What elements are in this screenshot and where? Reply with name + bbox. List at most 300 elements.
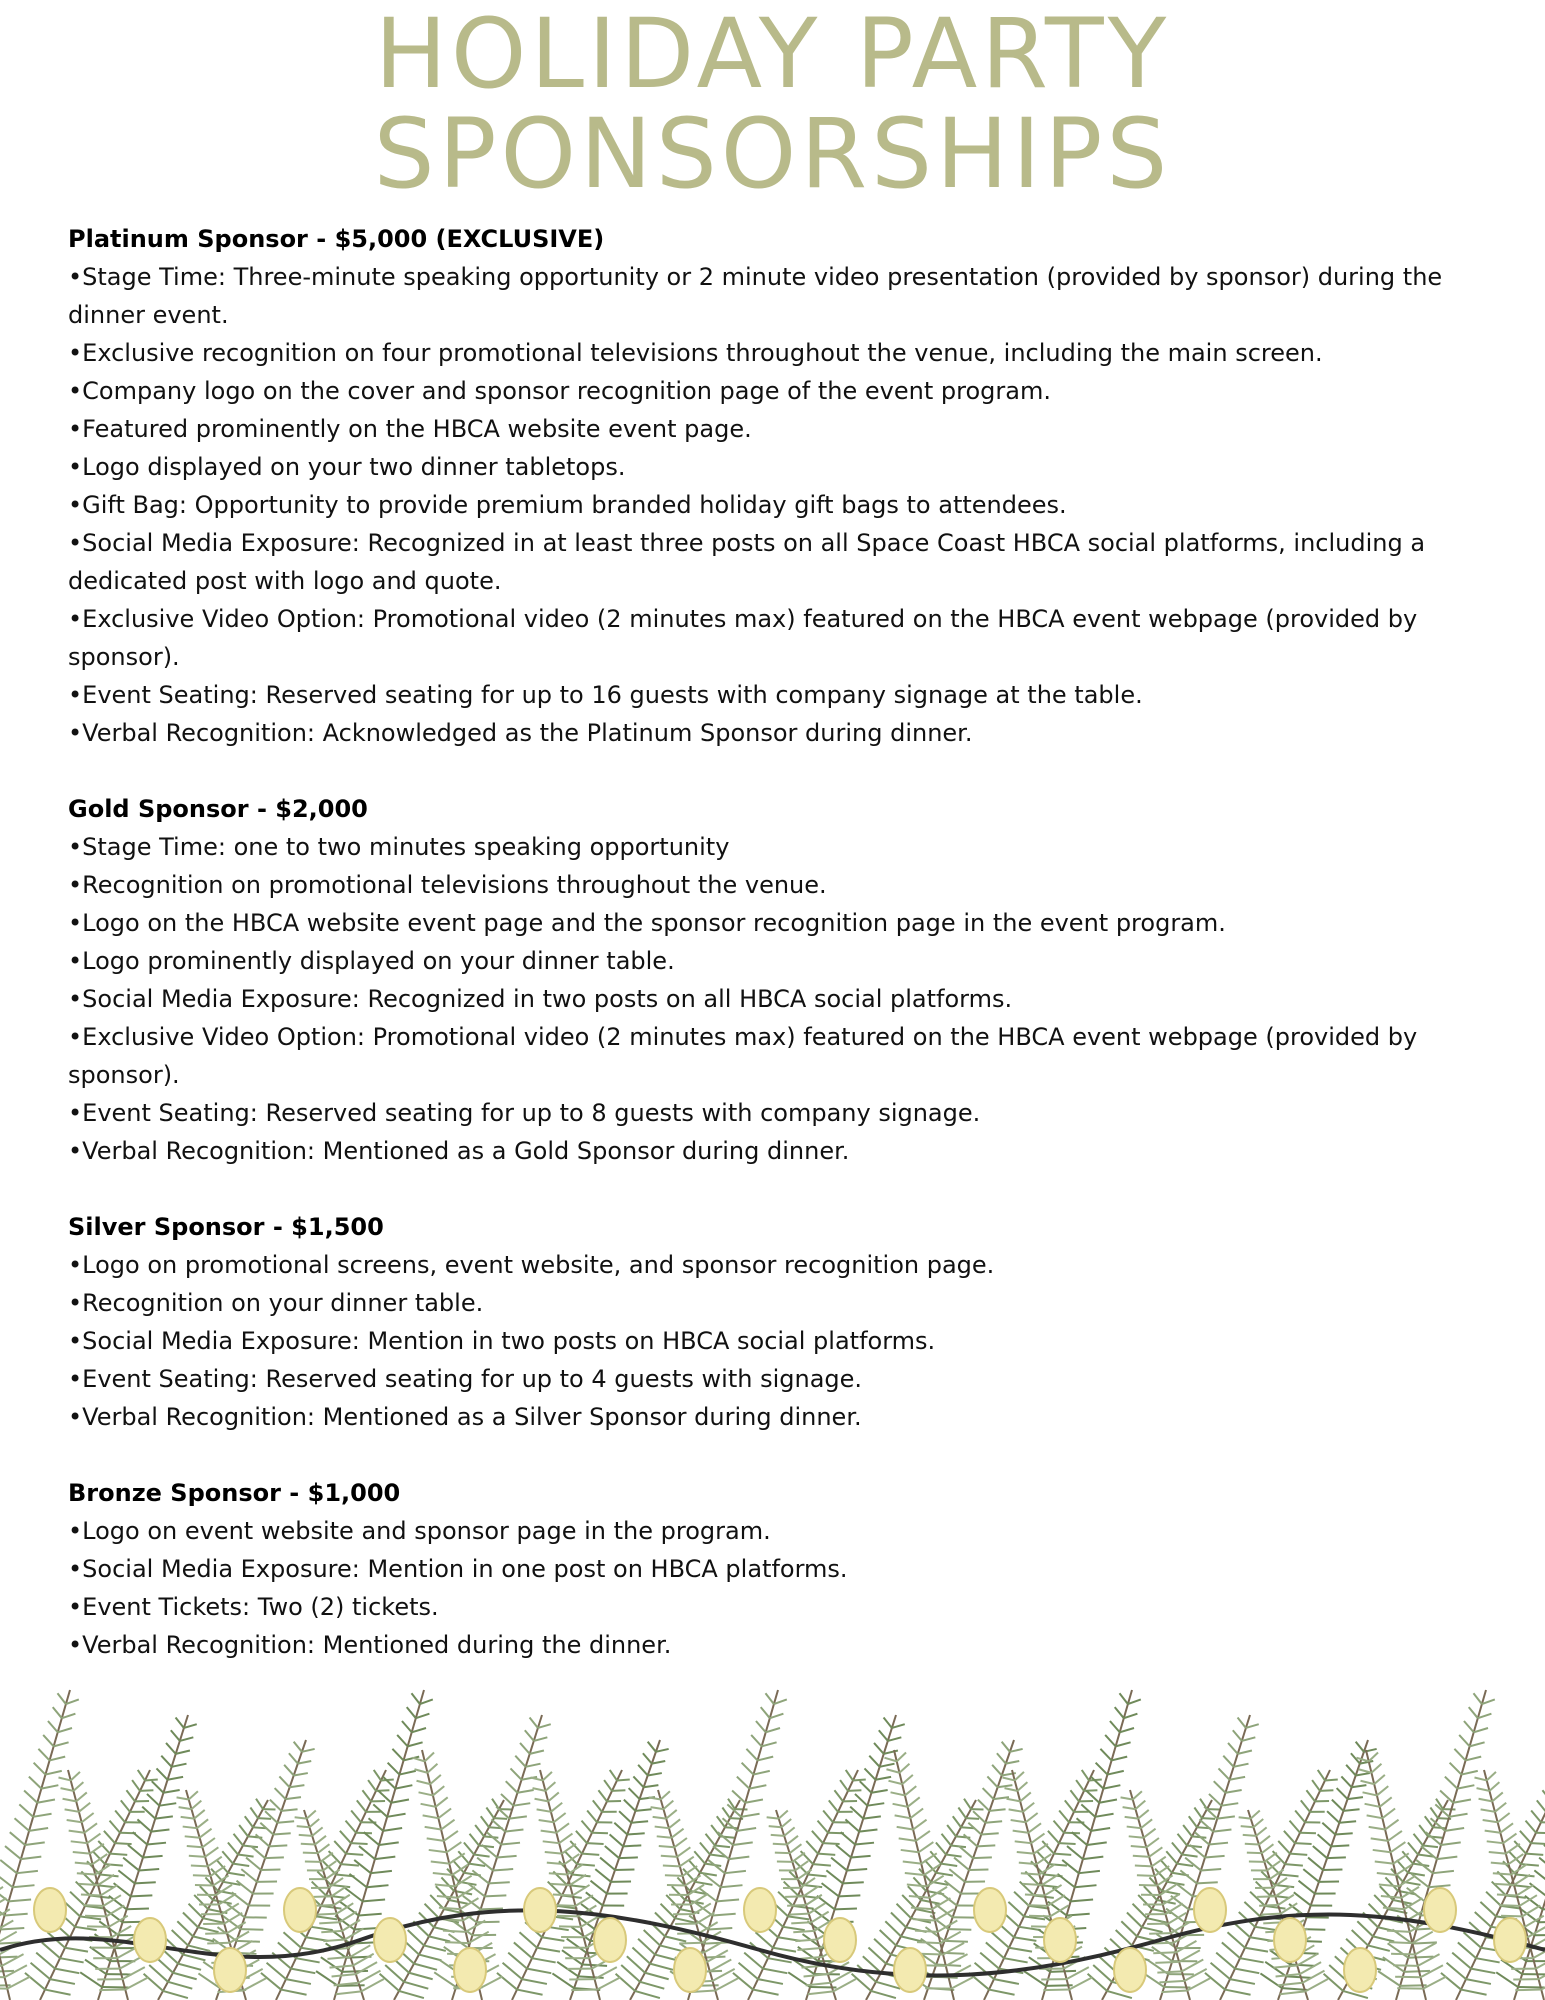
pine-needle [629,1788,640,1799]
pine-needle [1348,1797,1363,1799]
pine-needle [76,1792,87,1801]
pine-needle [1257,1896,1275,1897]
pine-needle [1388,1831,1402,1841]
benefit-item: • Stage Time: Three-minute speaking opportunity or 2 minute video presentation (provided by sponsor) during the dinner event. [68,258,1468,334]
pine-needle [238,1855,254,1857]
pine-needle [1395,1977,1420,1978]
pine-needle [897,1753,906,1762]
pine-needle [787,1836,798,1845]
pine-needle [888,1737,902,1741]
pine-needle [318,1844,330,1853]
pine-needle [140,1790,153,1791]
pine-needle [237,1881,253,1894]
pine-needle [657,1836,672,1837]
benefit-item: • Verbal Recognition: Mentioned as a Gold Sponsor during dinner. [68,1132,1468,1170]
pine-needle [645,1973,669,1980]
pine-needle [1227,1932,1245,1947]
pine-needle [1534,1870,1545,1883]
pine-needle [193,1936,214,1941]
pine-needle [265,1857,284,1858]
pine-needle [557,1916,578,1917]
pine-needle [414,1769,427,1772]
pine-needle [486,1807,494,1818]
pine-needle [501,1843,520,1845]
pine-needle [185,1836,200,1837]
pine-needle [9,1899,31,1901]
pine-needle [635,1809,651,1811]
pine-needle [1182,1855,1198,1857]
pine-needle [77,1873,95,1874]
light-bulb [1194,1888,1226,1932]
pine-needle [1479,1799,1493,1802]
pine-needle [433,1786,444,1795]
pine-needle [123,1967,145,1979]
pine-needle [1477,1788,1490,1791]
pine-needle [388,1763,400,1775]
pine-needle [1300,1962,1321,1974]
pine-needle [522,1979,547,1984]
pine-needle [449,1934,469,1948]
pine-needle [42,1942,60,1958]
pine-needle [427,1764,437,1773]
pine-needle [481,1816,489,1827]
pine-needle [425,1904,439,1918]
pine-needle [1363,1792,1377,1795]
pine-needle [1008,1902,1024,1917]
pine-needle [1002,1742,1010,1752]
benefit-item: • Company logo on the cover and sponsor recognition page of the event program. [68,372,1468,410]
pine-needle [823,1843,840,1844]
pine-needle [449,1853,465,1863]
pine-needle [1024,1971,1046,1986]
pine-needle [1414,1834,1423,1846]
pine-needle [1149,1933,1171,1934]
pine-needle [1404,1971,1430,1972]
pine-needle [464,1842,474,1854]
pine-needle [178,1964,201,1970]
pine-needle [1426,1832,1441,1845]
pine-needle [790,1844,802,1853]
pine-needle [1062,1860,1079,1873]
pine-needle [375,1857,395,1859]
pine-needle [84,1823,97,1832]
pine-needle [359,1971,381,1983]
pine-needle [1454,1749,1465,1761]
pine-needle [713,1846,729,1859]
pine-needle [514,1942,532,1958]
pine-needle [1223,1756,1233,1767]
pine-needle [1067,1914,1090,1916]
pine-needle [884,1758,896,1762]
pine-needle [245,1816,253,1827]
pine-needle [417,1781,431,1784]
pine-needle [515,1756,525,1767]
pine-needle [1146,1838,1159,1847]
pine-needle [284,1765,294,1776]
pine-needle [438,1809,451,1819]
pine-needle [13,1885,35,1887]
pine-needle [71,1841,87,1843]
pine-needle [773,1948,796,1952]
pine-needle [742,1763,754,1775]
pine-needle [283,1932,301,1947]
pine-needle [1165,1903,1182,1914]
pine-needle [895,1815,911,1818]
pine-needle [621,1965,640,1982]
pine-needle [1493,1873,1511,1874]
pine-needle [1459,1735,1469,1746]
pine-needle [34,1763,46,1775]
pine-needle [722,1807,730,1818]
pine-needle [1095,1814,1113,1817]
pine-needle [785,1896,803,1897]
pine-needle [808,1875,827,1877]
pine-needle [131,1895,153,1896]
pine-needle [127,1909,149,1910]
pine-needle [5,1846,21,1859]
pine-needle [191,1801,201,1809]
benefit-item: • Gift Bag: Opportunity to provide premium branded holiday gift bags to attendees. [68,486,1468,524]
pine-needle [139,1869,159,1870]
pine-needle [1105,1735,1115,1746]
pine-needle [1133,1904,1147,1918]
pine-needle [369,1818,384,1831]
benefit-item: • Event Tickets: Two (2) tickets. [68,1588,1468,1626]
pine-needle [302,1749,315,1752]
light-bulb [594,1918,626,1962]
pine-needle [177,1797,189,1799]
pine-needle [295,1817,307,1818]
pine-needle [1178,1834,1187,1846]
pine-needle [298,1761,311,1764]
pine-needle [592,1833,608,1834]
pine-needle [1116,1742,1131,1746]
pine-needle [256,1834,270,1846]
pine-needle [721,1885,743,1887]
pine-needle [661,1791,670,1799]
pine-needle [510,1768,521,1779]
pine-needle [1120,1728,1134,1732]
pine-needle [1214,1781,1226,1793]
benefit-item: • Verbal Recognition: Acknowledged as the Platinum Sponsor during dinner. [68,714,1468,752]
pine-needle [368,1780,376,1791]
pine-needle [1408,1842,1418,1854]
pine-needle [1048,1831,1059,1843]
pine-needle [804,1974,828,1976]
pine-needle [95,1864,110,1874]
pine-needle [612,1790,625,1791]
pine-needle [362,1790,371,1801]
pine-needle [1408,1873,1425,1876]
pine-needle [1385,1820,1398,1830]
pine-needle [989,1809,1005,1811]
pine-needle [29,1777,42,1789]
pine-needle [661,1856,677,1857]
pine-needle [474,1855,490,1857]
pine-needle [915,1931,938,1932]
pine-needle [1470,1742,1485,1746]
pine-needle [1469,1707,1478,1718]
pine-needle [1536,1833,1545,1834]
pine-needle [656,1749,669,1752]
pine-needle [909,1896,930,1898]
pine-needle [1245,1948,1268,1952]
pine-needle [1539,1967,1545,1979]
pine-needle [289,1753,298,1763]
pine-needle [717,1816,725,1827]
pine-needle [419,1955,441,1961]
gold-sponsor-section [68,790,1468,1170]
pine-needle [351,1843,368,1844]
pine-needle [1367,1815,1383,1818]
pine-needle [1017,1782,1027,1791]
pine-needle [1423,1845,1438,1847]
pine-needle [587,1843,604,1844]
benefit-item: • Featured prominently on the HBCA website event page. [68,410,1468,448]
pine-needle [812,1831,823,1843]
pine-needle [425,1827,441,1830]
pine-needle [783,1927,805,1930]
pine-needle [1225,1990,1251,1995]
pine-needle [765,1693,773,1704]
pine-needle [149,1965,168,1982]
pine-needle [1381,1896,1402,1898]
pine-needle [0,1874,13,1887]
pine-needle [1445,1828,1464,1831]
pine-needle [1280,1875,1299,1877]
pine-needle [1471,1969,1495,1974]
pine-needle [1013,1831,1029,1833]
pine-needle [205,1933,227,1934]
pine-needle [222,1851,233,1863]
pine-needle [1230,1777,1246,1780]
pine-needle [902,1775,913,1784]
pine-needle [851,1856,871,1858]
pine-needle [859,1830,877,1832]
pine-needle [1526,1854,1543,1855]
pine-needle [373,1804,387,1816]
pine-needle [1457,1785,1474,1788]
pine-needle [110,1821,120,1833]
pine-needle [655,1827,669,1829]
pine-needle [256,1799,263,1809]
pine-needle [1152,1857,1166,1867]
pine-needle [0,1977,5,1978]
pine-needle [60,1958,84,1962]
pine-needle [554,1813,566,1822]
pine-needle [439,1908,460,1910]
pine-needle [1379,1885,1399,1887]
pine-needle [610,1770,617,1781]
pine-needle [1441,1842,1461,1845]
pine-needle [1278,1983,1303,1986]
pine-needle [1121,1921,1137,1936]
pine-needle [553,1894,573,1895]
pine-needle [1520,1831,1531,1843]
pine-needle [1280,1991,1306,1994]
pine-needle [294,1742,302,1752]
pine-needle [1153,1952,1176,1953]
pine-needle [648,1773,662,1775]
pine-needle [159,1803,176,1805]
pine-needle [640,1982,664,1989]
pine-needle [614,1823,627,1835]
pine-needle [572,1875,591,1877]
pine-needle [19,1804,33,1816]
pine-needle [998,1785,1013,1787]
pine-needle [1002,1778,1014,1781]
pine-needle [151,1830,169,1832]
pine-needle [874,1939,891,1955]
pine-needle [741,1814,759,1817]
pine-needle [144,1974,163,1991]
pine-needle [317,1914,337,1915]
pine-needle [1149,1847,1162,1856]
pine-needle [1312,1780,1320,1791]
pine-needle [53,1707,62,1718]
pine-needle [1306,1790,1315,1801]
benefit-item: • Recognition on your dinner table. [68,1284,1468,1322]
pine-needle [525,1730,534,1741]
pine-needle [893,1804,908,1807]
pine-needle [1176,1941,1196,1952]
pine-needle [1285,1864,1303,1865]
pine-needle [1324,1974,1343,1991]
pine-needle [166,1743,176,1754]
pine-needle [171,1730,180,1741]
pine-needle [591,1881,607,1894]
pine-needle [33,1814,51,1817]
pine-needle [115,1811,125,1823]
pine-needle [700,1873,717,1876]
pine-needle [431,1861,450,1863]
pine-needle [17,1871,38,1873]
pine-needle [7,1976,30,1988]
pine-needle [489,1882,510,1883]
pine-needle [1240,1958,1264,1962]
pine-needle [404,1982,428,1989]
pine-needle [666,1810,677,1819]
pine-needle [1318,1834,1332,1846]
pine-needle [835,1909,857,1910]
pine-needle [1313,1846,1327,1858]
pine-needle [1250,1892,1265,1906]
pine-needle [1377,1786,1388,1795]
pine-needle [1323,1869,1342,1870]
pine-needle [392,1749,403,1761]
pine-needle [1125,1817,1139,1819]
pine-needle [975,1963,994,1979]
benefit-item: • Logo on promotional screens, event website, and sponsor recognition page. [68,1246,1468,1284]
pine-needle [1076,1780,1084,1791]
pine-needle [1290,1821,1300,1833]
pine-needle [437,1896,458,1898]
pine-needle [848,1790,861,1791]
pine-needle [395,1785,412,1788]
pine-needle [863,1816,881,1818]
pine-needle [964,1834,978,1846]
pine-needle [1480,1902,1496,1917]
light-bulb [894,1948,926,1992]
pine-needle [120,1957,142,1969]
pine-needle [595,1967,617,1979]
pine-needle [753,1771,769,1775]
pine-needle [598,1790,607,1801]
pine-needle [1423,1976,1446,1988]
pine-needle [853,1779,866,1780]
pine-needle [36,1953,55,1969]
pine-needle [839,1895,861,1896]
pine-needle [198,1927,219,1932]
pine-needle [1043,1990,1069,1991]
pine-needle [1261,1914,1281,1915]
pine-needle [840,1780,848,1791]
pine-needle [992,1765,1002,1776]
pine-needle [1011,1820,1026,1822]
pine-needle [1356,1773,1370,1775]
pine-needle [99,1990,125,1991]
pine-needle [763,1969,787,1974]
pine-needle [1087,1842,1107,1845]
pine-needle [899,1764,909,1773]
pine-needle [834,1790,843,1801]
pine-needle [334,1841,346,1854]
pine-needle [1531,1811,1541,1823]
pine-needle [85,1916,106,1917]
pine-needle [1015,1772,1024,1781]
pine-needle [425,1753,434,1762]
pine-needle [1010,1749,1023,1752]
pine-needle [526,1764,541,1767]
pine-needle [1244,1902,1260,1917]
pine-needle [1042,1875,1058,1885]
pine-needle [1161,1990,1187,1992]
benefit-item: • Event Seating: Reserved seating for up to 4 guests with signage. [68,1360,1468,1398]
pine-needle [555,1905,575,1906]
pine-needle [414,1964,437,1970]
pine-needle [1189,1816,1197,1827]
pine-needle [508,1953,527,1969]
pine-needle [751,1735,761,1746]
pine-needle [296,1958,320,1962]
pine-needle [73,1782,83,1791]
pine-needle [429,1850,447,1852]
pine-needle [911,1908,932,1910]
pine-needle [593,1800,602,1811]
pine-needle [983,1788,994,1799]
pine-needle [61,1788,74,1791]
benefit-item: • Stage Time: one to two minutes speaking opportunity [68,828,1468,866]
pine-needle [549,1873,567,1874]
pine-needle [363,1899,385,1901]
pine-needle [1025,1894,1045,1895]
benefit-item: • Exclusive recognition on four promotional televisions throughout the venue, including the main screen. [68,334,1468,372]
pine-needle [286,1979,311,1984]
pine-needle [1327,1811,1339,1823]
pine-needle [537,1809,551,1811]
pine-needle [1067,1846,1083,1859]
pine-needle [787,1905,806,1906]
pine-needle [867,1803,884,1805]
pine-needle [885,1921,901,1936]
pine-needle [179,1807,192,1809]
pine-needle [37,1799,55,1802]
light-bulb [214,1948,246,1992]
pine-needle [1251,1811,1260,1819]
pine-needle [517,1790,533,1793]
pine-needle [1211,1963,1230,1979]
pine-needle [778,1892,793,1906]
